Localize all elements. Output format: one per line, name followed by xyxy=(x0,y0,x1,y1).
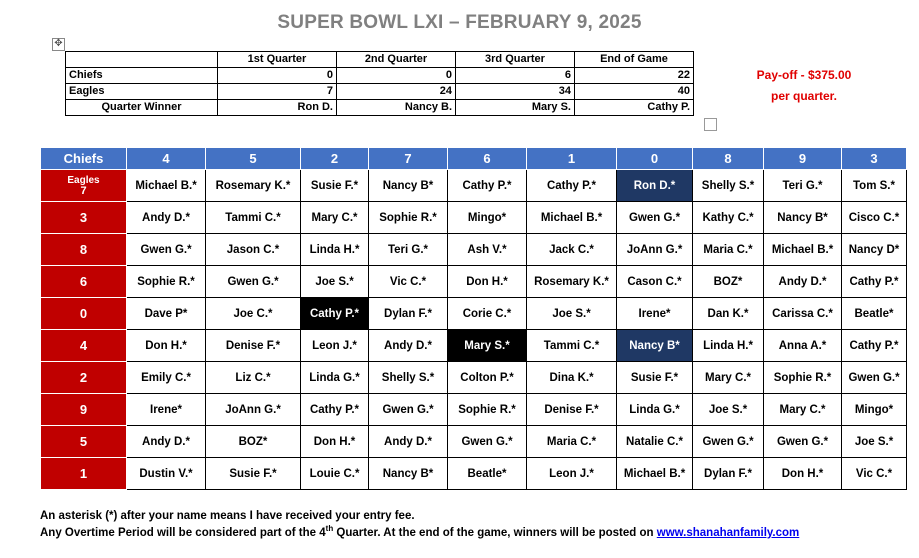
grid-square: Anna A.* xyxy=(764,330,842,362)
grid-row xyxy=(41,362,907,394)
grid-square: Nancy D* xyxy=(842,234,907,266)
eagles-digit-header: 0 xyxy=(41,298,127,330)
grid-square: Nancy B* xyxy=(369,458,448,490)
chiefs-digit-header: 5 xyxy=(206,148,301,170)
grid-square: Andy D.* xyxy=(127,202,206,234)
grid-square: Corie C.* xyxy=(448,298,527,330)
grid-square: Joe S.* xyxy=(301,266,369,298)
grid-square: Tammi C.* xyxy=(206,202,301,234)
score-row-eagles xyxy=(66,84,694,100)
grid-square: Don H.* xyxy=(764,458,842,490)
grid-square: Leon J.* xyxy=(527,458,617,490)
grid-square: Jason C.* xyxy=(206,234,301,266)
grid-square: Joe S.* xyxy=(842,426,907,458)
grid-square: Maria C.* xyxy=(693,234,764,266)
grid-square: Sophie R.* xyxy=(764,362,842,394)
grid-square: Cathy P.* xyxy=(842,330,907,362)
grid-square: BOZ* xyxy=(206,426,301,458)
grid-square: Joe S.* xyxy=(527,298,617,330)
grid-square: Cason C.* xyxy=(617,266,693,298)
grid-square: Colton P.* xyxy=(448,362,527,394)
grid-square: Ron D.* xyxy=(617,170,693,202)
grid-row xyxy=(41,170,907,202)
grid-square: Dustin V.* xyxy=(127,458,206,490)
score-team-label: Chiefs xyxy=(66,68,218,84)
grid-square: Linda G.* xyxy=(301,362,369,394)
score-value: 0 xyxy=(218,68,337,84)
grid-square: Mary C.* xyxy=(301,202,369,234)
grid-square: Sophie R.* xyxy=(448,394,527,426)
grid-square: Sophie R.* xyxy=(369,202,448,234)
grid-square: Irene* xyxy=(617,298,693,330)
grid-square: Maria C.* xyxy=(527,426,617,458)
grid-square: Carissa C.* xyxy=(764,298,842,330)
chiefs-digit-header: 3 xyxy=(842,148,907,170)
score-header-q3: 3rd Quarter xyxy=(456,52,575,68)
grid-square: Gwen G.* xyxy=(369,394,448,426)
table-move-handle-icon[interactable]: ✥ xyxy=(52,38,65,51)
footer-line-2-middle: Quarter. At the end of the game, winners will be posted on xyxy=(333,527,657,539)
score-table xyxy=(65,51,694,116)
footer-superscript: th xyxy=(325,524,334,534)
score-value: 24 xyxy=(337,84,456,100)
squares-grid xyxy=(40,147,907,490)
eagles-digit-header: 2 xyxy=(41,362,127,394)
grid-square: Kathy C.* xyxy=(693,202,764,234)
grid-square: Mary C.* xyxy=(693,362,764,394)
chiefs-digit-header: 6 xyxy=(448,148,527,170)
grid-square: Nancy B* xyxy=(764,202,842,234)
grid-row xyxy=(41,426,907,458)
grid-square: Denise F.* xyxy=(527,394,617,426)
eagles-digit-header: 9 xyxy=(41,394,127,426)
eagles-digit-header: 8 xyxy=(41,234,127,266)
grid-square: Cathy P.* xyxy=(527,170,617,202)
grid-square: Rosemary K.* xyxy=(206,170,301,202)
grid-square: Dylan F.* xyxy=(693,458,764,490)
grid-square: Liz C.* xyxy=(206,362,301,394)
grid-square: Dylan F.* xyxy=(369,298,448,330)
grid-corner-chiefs: Chiefs xyxy=(41,148,127,170)
grid-square: JoAnn G.* xyxy=(617,234,693,266)
grid-square: Teri G.* xyxy=(369,234,448,266)
grid-square: Andy D.* xyxy=(127,426,206,458)
score-value: 22 xyxy=(575,68,694,84)
chiefs-digit-header: 0 xyxy=(617,148,693,170)
score-value: 40 xyxy=(575,84,694,100)
grid-square: Linda H.* xyxy=(693,330,764,362)
table-resize-handle[interactable] xyxy=(704,118,717,131)
grid-square: Michael B.* xyxy=(527,202,617,234)
grid-square: Mingo* xyxy=(842,394,907,426)
grid-square: Cisco C.* xyxy=(842,202,907,234)
grid-square: Beatle* xyxy=(842,298,907,330)
grid-square: Gwen G.* xyxy=(206,266,301,298)
eagles-digit-header: 6 xyxy=(41,266,127,298)
grid-square: Denise F.* xyxy=(206,330,301,362)
grid-square: Vic C.* xyxy=(842,458,907,490)
grid-square: Susie F.* xyxy=(206,458,301,490)
score-header-q2: 2nd Quarter xyxy=(337,52,456,68)
eagles-digit-header: 4 xyxy=(41,330,127,362)
grid-square: Ash V.* xyxy=(448,234,527,266)
score-value: 34 xyxy=(456,84,575,100)
quarter-winner-q1: Ron D. xyxy=(218,100,337,116)
grid-corner-eagles: Eagles xyxy=(67,174,100,186)
chiefs-digit-header: 9 xyxy=(764,148,842,170)
score-row-winners xyxy=(66,100,694,116)
grid-square: Nancy B* xyxy=(369,170,448,202)
grid-square: Shelly S.* xyxy=(693,170,764,202)
score-header-row xyxy=(66,52,694,68)
chiefs-digit-header: 2 xyxy=(301,148,369,170)
grid-square: Michael B.* xyxy=(764,234,842,266)
page-title: SUPER BOWL LXI – FEBRUARY 9, 2025 xyxy=(277,12,642,33)
grid-row xyxy=(41,394,907,426)
grid-square: Tom S.* xyxy=(842,170,907,202)
grid-square: Cathy P.* xyxy=(448,170,527,202)
grid-square: Mary C.* xyxy=(764,394,842,426)
grid-square: Irene* xyxy=(127,394,206,426)
footer-notes xyxy=(40,508,799,542)
grid-square: Gwen G.* xyxy=(448,426,527,458)
grid-row xyxy=(41,298,907,330)
quarter-winner-label: Quarter Winner xyxy=(66,100,218,116)
grid-square: Dan K.* xyxy=(693,298,764,330)
footer-line-2-start: Any Overtime Period will be considered part of the 4 xyxy=(40,527,326,539)
chiefs-digit-header: 7 xyxy=(369,148,448,170)
eagles-digit-header xyxy=(41,170,127,202)
grid-square: Mingo* xyxy=(448,202,527,234)
grid-square: Natalie C.* xyxy=(617,426,693,458)
grid-square: Gwen G.* xyxy=(764,426,842,458)
grid-square: Tammi C.* xyxy=(527,330,617,362)
grid-square: JoAnn G.* xyxy=(206,394,301,426)
score-value: 6 xyxy=(456,68,575,84)
eagles-digit-header: 1 xyxy=(41,458,127,490)
grid-square: Michael B.* xyxy=(617,458,693,490)
grid-square: Joe S.* xyxy=(693,394,764,426)
grid-square: Dave P* xyxy=(127,298,206,330)
eagles-digit: 7 xyxy=(80,184,87,197)
quarter-winner-q2: Nancy B. xyxy=(337,100,456,116)
grid-square: Andy D.* xyxy=(369,330,448,362)
grid-square: Leon J.* xyxy=(301,330,369,362)
grid-square: Linda H.* xyxy=(301,234,369,266)
grid-square: Dina K.* xyxy=(527,362,617,394)
quarter-winner-q3: Mary S. xyxy=(456,100,575,116)
grid-row xyxy=(41,458,907,490)
score-header-blank xyxy=(66,52,218,68)
payoff-line-1: Pay-off - $375.00 xyxy=(756,68,852,82)
chiefs-digit-header: 8 xyxy=(693,148,764,170)
grid-row xyxy=(41,202,907,234)
grid-square: Emily C.* xyxy=(127,362,206,394)
grid-row xyxy=(41,234,907,266)
grid-square: Joe C.* xyxy=(206,298,301,330)
chiefs-digit-header: 4 xyxy=(127,148,206,170)
score-value: 0 xyxy=(337,68,456,84)
grid-square: Cathy P.* xyxy=(301,298,369,330)
grid-square: Cathy P.* xyxy=(842,266,907,298)
grid-square: Don H.* xyxy=(301,426,369,458)
payoff-note xyxy=(745,65,863,107)
payoff-line-2: per quarter. xyxy=(770,89,838,103)
grid-square: Susie F.* xyxy=(617,362,693,394)
grid-square: Teri G.* xyxy=(764,170,842,202)
score-header-end: End of Game xyxy=(575,52,694,68)
footer-line-1: An asterisk (*) after your name means I have received your entry fee. xyxy=(40,510,415,522)
grid-square: Andy D.* xyxy=(369,426,448,458)
grid-header-row xyxy=(41,148,907,170)
grid-square: Gwen G.* xyxy=(617,202,693,234)
grid-square: Cathy P.* xyxy=(301,394,369,426)
website-link[interactable]: www.shanahanfamily.com xyxy=(656,527,800,539)
grid-square: Susie F.* xyxy=(301,170,369,202)
grid-square: Beatle* xyxy=(448,458,527,490)
grid-square: Jack C.* xyxy=(527,234,617,266)
grid-square: Vic C.* xyxy=(369,266,448,298)
grid-square: Gwen G.* xyxy=(127,234,206,266)
eagles-digit-header: 3 xyxy=(41,202,127,234)
grid-square: Louie C.* xyxy=(301,458,369,490)
score-header-q1: 1st Quarter xyxy=(218,52,337,68)
grid-square: Shelly S.* xyxy=(369,362,448,394)
grid-square: Gwen G.* xyxy=(842,362,907,394)
score-row-chiefs xyxy=(66,68,694,84)
grid-square: Don H.* xyxy=(127,330,206,362)
grid-square: Mary S.* xyxy=(448,330,527,362)
score-team-label: Eagles xyxy=(66,84,218,100)
grid-square: Andy D.* xyxy=(764,266,842,298)
chiefs-digit-header: 1 xyxy=(527,148,617,170)
grid-row xyxy=(41,266,907,298)
grid-square: Rosemary K.* xyxy=(527,266,617,298)
eagles-digit-header: 5 xyxy=(41,426,127,458)
grid-square: Sophie R.* xyxy=(127,266,206,298)
footer-line-2 xyxy=(40,525,799,542)
grid-row xyxy=(41,330,907,362)
grid-square: Linda G.* xyxy=(617,394,693,426)
grid-square: Michael B.* xyxy=(127,170,206,202)
quarter-winner-end: Cathy P. xyxy=(575,100,694,116)
grid-square: BOZ* xyxy=(693,266,764,298)
grid-square: Nancy B* xyxy=(617,330,693,362)
grid-square: Gwen G.* xyxy=(693,426,764,458)
grid-square: Don H.* xyxy=(448,266,527,298)
score-value: 7 xyxy=(218,84,337,100)
